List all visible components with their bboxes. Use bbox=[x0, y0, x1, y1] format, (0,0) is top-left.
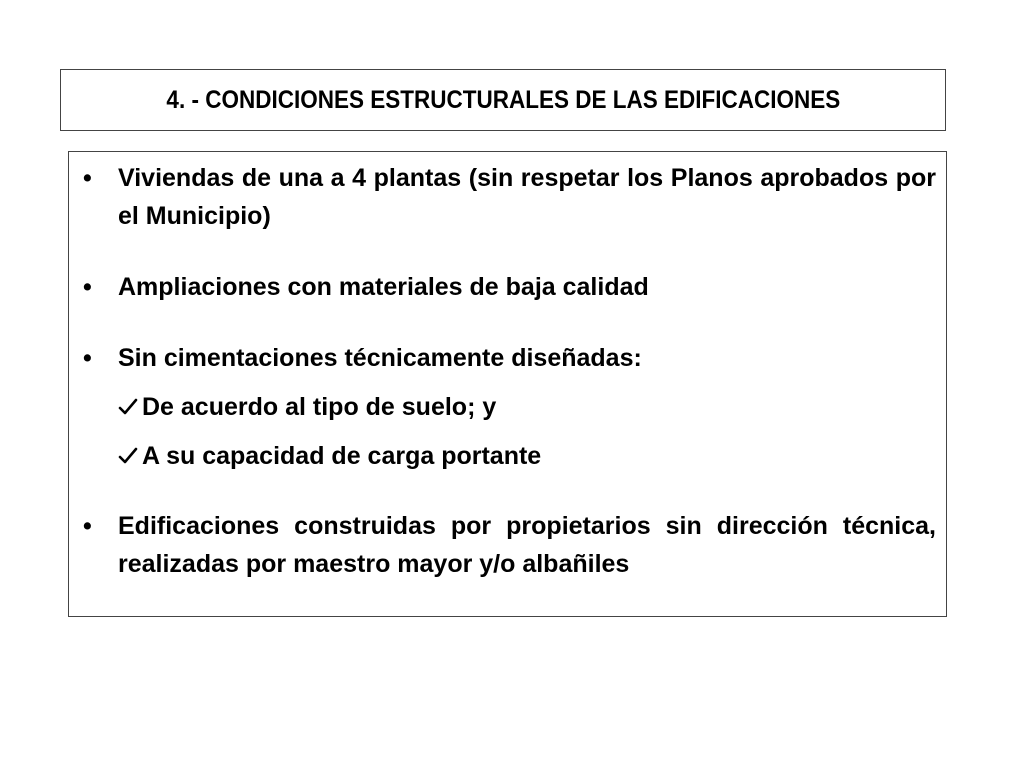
bullet-marker: • bbox=[83, 164, 92, 192]
bullet-text: Sin cimentaciones técnicamente diseñadas: bbox=[118, 344, 642, 372]
sub-item-text: De acuerdo al tipo de suelo; y bbox=[142, 393, 497, 421]
sub-item bbox=[118, 437, 541, 475]
bullet-marker: • bbox=[83, 512, 92, 540]
slide-title: 4. - CONDICIONES ESTRUCTURALES DE LAS EDIFICACIONES bbox=[166, 85, 840, 114]
bullet-marker: • bbox=[83, 273, 92, 301]
bullet-marker: • bbox=[83, 344, 92, 372]
bullet-text: Viviendas de una a 4 plantas (sin respetar los Planos aprobados por el Municipio) bbox=[118, 164, 936, 230]
check-icon bbox=[118, 397, 138, 417]
sub-item bbox=[118, 388, 496, 426]
title-box bbox=[60, 69, 946, 131]
sub-item-text: A su capacidad de carga portante bbox=[142, 442, 542, 470]
check-icon bbox=[118, 446, 138, 466]
content-box bbox=[68, 151, 947, 617]
bullet-text: Ampliaciones con materiales de baja calidad bbox=[118, 273, 649, 301]
bullet-text: Edificaciones construidas por propietarios sin dirección técnica, realizadas por maestro mayor y/o albañiles bbox=[118, 512, 936, 578]
